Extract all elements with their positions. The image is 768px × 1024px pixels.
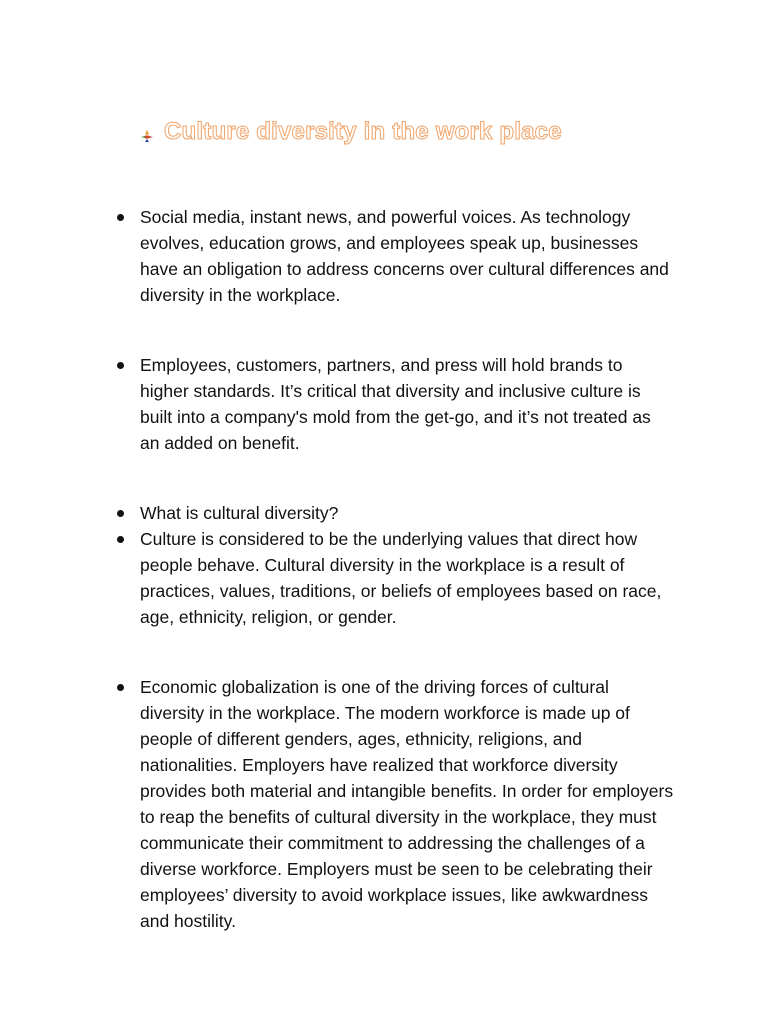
round-bullet-icon <box>117 684 124 691</box>
list-item-text: Employees, customers, partners, and press will hold brands to higher standards. It’s critical that diversity and inclusive culture is built into a company's mold from the get-go, and it’s not treated as an added on benefit. <box>140 355 651 453</box>
round-bullet-icon <box>117 214 124 221</box>
list-item-text: Social media, instant news, and powerful voices. As technology evolves, education grows, and employees speak up, businesses have an obligation to address concerns over cultural differences and diversity in the workplace. <box>140 207 669 305</box>
list-item <box>114 352 674 456</box>
bullet-list <box>114 204 674 934</box>
round-bullet-icon <box>117 362 124 369</box>
list-item-text: Economic globalization is one of the driving forces of cultural diversity in the workplace. The modern workforce is made up of people of different genders, ages, ethnicity, religions, and nationalities. Employers have realized that workforce diversity provides both material and intangible benefits. In order for employers to reap the benefits of cultural diversity in the workplace, they must communicate their commitment to addressing the challenges of a diverse workforce. Employers must be seen to be celebrating their employees’ diversity to avoid workplace issues, like awkwardness and hostility. <box>140 677 674 931</box>
four-diamond-bullet-icon <box>140 129 154 143</box>
list-item <box>114 500 674 526</box>
list-item-text: What is cultural diversity? <box>140 503 339 523</box>
document-title: Culture diversity in the work place <box>164 118 562 145</box>
round-bullet-icon <box>117 536 124 543</box>
list-item <box>114 204 674 308</box>
round-bullet-icon <box>117 510 124 517</box>
list-item-text: Culture is considered to be the underlying values that direct how people behave. Cultural diversity in the workplace is a result of practices, values, traditions, or beliefs of employees based on race, age, ethnicity, religion, or gender. <box>140 529 662 627</box>
heading-row <box>140 118 562 146</box>
list-item <box>114 526 674 630</box>
list-item <box>114 674 674 934</box>
